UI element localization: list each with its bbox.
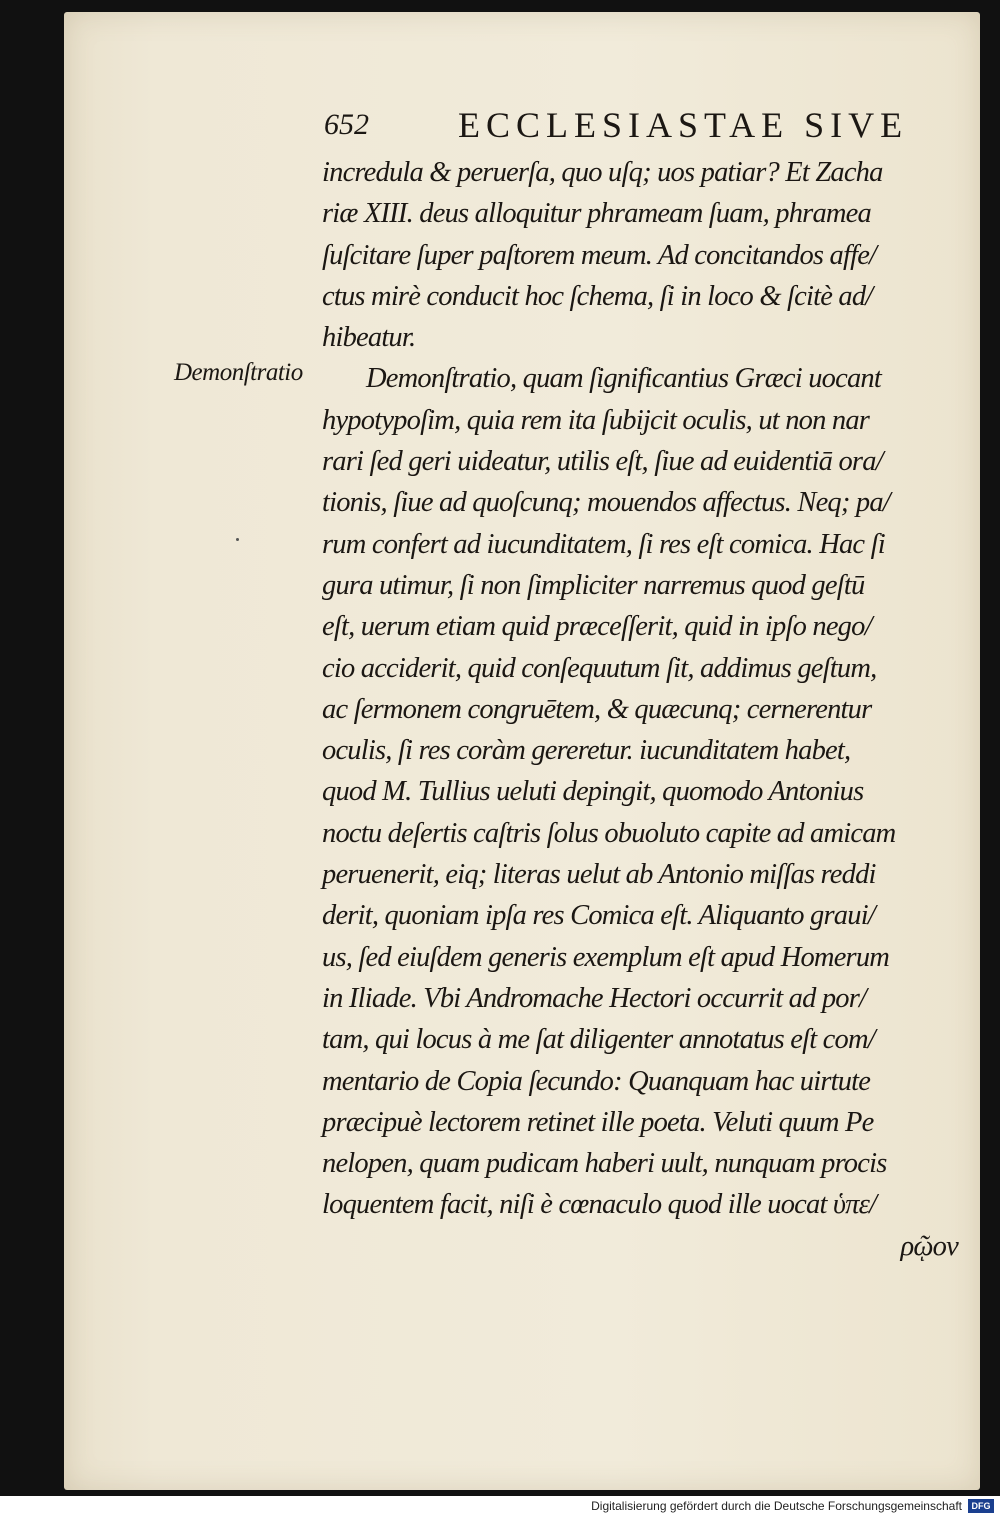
text-line: riæ XIII. deus alloquitur phrameam ſuam, phramea bbox=[322, 198, 871, 230]
page-number: 652 bbox=[324, 108, 369, 141]
text-line: us, ſed eiuſdem generis exemplum eſt apud Homerum bbox=[322, 941, 890, 973]
text-line: loquentem facit, niſi è cœnaculo quod ille uocat ὑπε/ bbox=[322, 1189, 877, 1221]
funding-credit: Digitalisierung gefördert durch die Deutsche Forschungsgemeinschaft bbox=[591, 1499, 962, 1513]
text-line: præcipuè lectorem retinet ille poeta. Veluti quum Pe bbox=[322, 1106, 874, 1138]
page-header bbox=[324, 104, 964, 150]
running-title: ECCLESIASTAE SIVE bbox=[458, 105, 909, 145]
text-line: tam, qui locus à me ſat diligenter annotatus eſt com/ bbox=[322, 1024, 875, 1056]
text-line: rari ſed geri uideatur, utilis eſt, ſiue ad euidentiā ora/ bbox=[322, 446, 883, 478]
body-text bbox=[322, 152, 968, 1267]
text-line: hypotypoſim, quia rem ita ſubijcit oculis, ut non nar bbox=[322, 404, 870, 436]
paper-speck bbox=[236, 538, 239, 541]
text-line: cio acciderit, quid conſequutum ſit, addimus geſtum, bbox=[322, 652, 877, 684]
text-line: ctus mirè conducit hoc ſchema, ſi in loco & ſcitè ad/ bbox=[322, 280, 873, 312]
text-line: noctu deſertis caſtris ſolus obuoluto capite ad amicam bbox=[322, 817, 896, 849]
text-line: rum confert ad iucunditatem, ſi res eſt comica. Hac ſi bbox=[322, 528, 885, 560]
text-line: ſuſcitare ſuper paſtorem meum. Ad concitandos affe/ bbox=[322, 239, 877, 271]
margin-note: Demonſtratio bbox=[174, 359, 303, 386]
text-line: peruenerit, eiq; literas uelut ab Antonio miſſas reddi bbox=[322, 859, 876, 891]
text-line: hibeatur. bbox=[322, 322, 416, 354]
paragraph-start-line: Demonſtratio, quam ſignificantius Græci uocant bbox=[366, 363, 881, 395]
text-line: in Iliade. Vbi Andromache Hectori occurrit ad por/ bbox=[322, 982, 867, 1014]
text-line: tionis, ſiue ad quoſcunq; mouendos affectus. Neq; pa/ bbox=[322, 487, 890, 519]
catchword: ρῷον bbox=[900, 1230, 958, 1262]
dfg-logo: DFG bbox=[968, 1499, 994, 1513]
text-line: ac ſermonem congruētem, & quæcunq; cernerentur bbox=[322, 693, 872, 725]
text-line: eſt, uerum etiam quid præceſſerit, quid in ipſo nego/ bbox=[322, 611, 872, 643]
text-line: incredula & peruerſa, quo uſq; uos patiar? Et Zacha bbox=[322, 157, 883, 188]
credit-bar bbox=[0, 1496, 1000, 1518]
text-line: nelopen, quam pudicam haberi uult, nunquam procis bbox=[322, 1148, 887, 1180]
text-line: gura utimur, ſi non ſimpliciter narremus quod geſtū bbox=[322, 569, 865, 601]
text-line: oculis, ſi res coràm gereretur. iucunditatem habet, bbox=[322, 735, 851, 767]
text-line: mentario de Copia ſecundo: Quanquam hac uirtute bbox=[322, 1065, 871, 1097]
text-line: derit, quoniam ipſa res Comica eſt. Aliquanto graui/ bbox=[322, 900, 875, 932]
text-line: quod M. Tullius ueluti depingit, quomodo Antonius bbox=[322, 776, 864, 808]
